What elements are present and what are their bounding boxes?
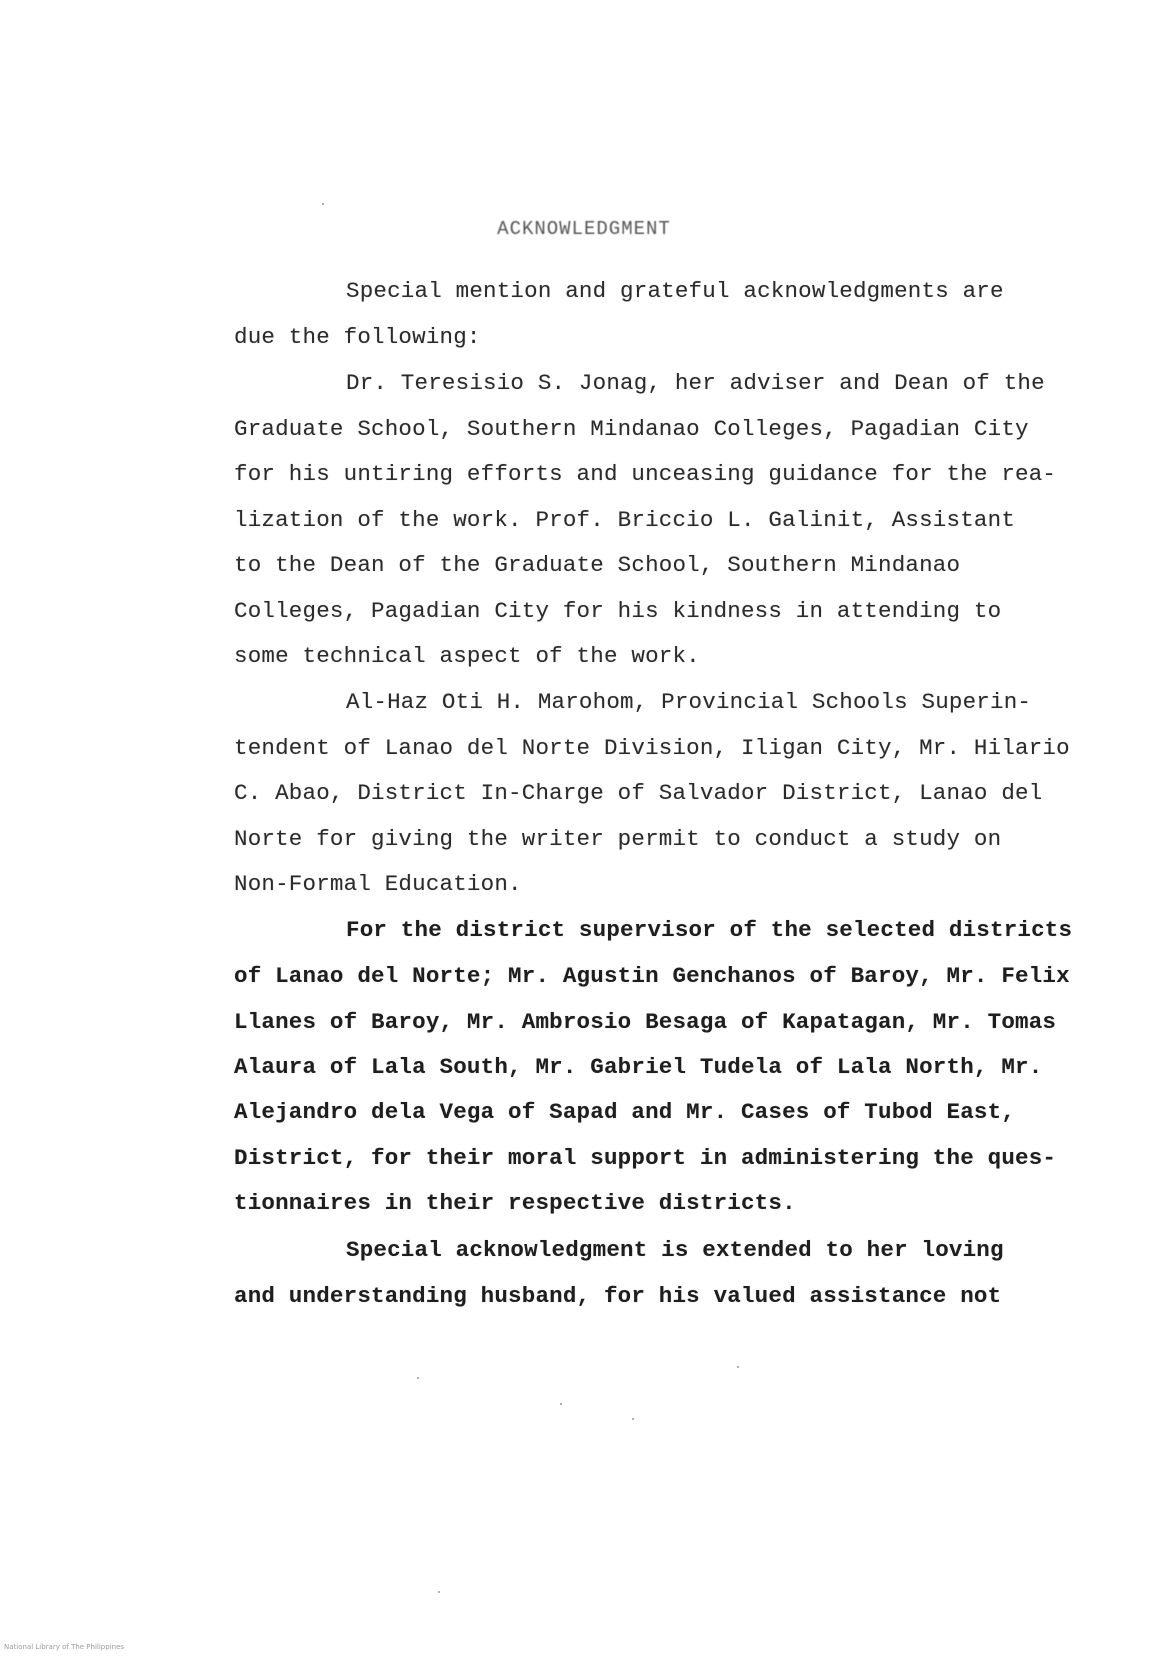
scan-speck [322, 203, 324, 205]
scan-speck [560, 1403, 562, 1405]
text-line: of Lanao del Norte; Mr. Agustin Genchanos of Baroy, Mr. Felix [234, 963, 1070, 989]
text-line: tionnaires in their respective districts. [234, 1190, 796, 1216]
scan-speck [737, 1366, 739, 1368]
text-line: for his untiring efforts and unceasing guidance for the rea- [234, 461, 1057, 487]
text-line: Graduate School, Southern Mindanao Colleges, Pagadian City [234, 416, 1029, 442]
scan-speck [417, 1377, 419, 1379]
text-line: tendent of Lanao del Norte Division, Iligan City, Mr. Hilario [234, 735, 1070, 761]
text-line: Special acknowledgment is extended to her loving [346, 1237, 1004, 1263]
text-line: Non-Formal Education. [234, 871, 522, 897]
text-line: Alaura of Lala South, Mr. Gabriel Tudela of Lala North, Mr. [234, 1054, 1043, 1080]
text-line: Al-Haz Oti H. Marohom, Provincial Schools Superin- [346, 689, 1032, 715]
text-line: District, for their moral support in administering the ques- [234, 1145, 1057, 1171]
text-line: due the following: [234, 324, 481, 350]
text-line: C. Abao, District In-Charge of Salvador District, Lanao del [234, 780, 1043, 806]
scan-footer: National Library of The Philippines [4, 1643, 125, 1651]
text-line: Dr. Teresisio S. Jonag, her adviser and Dean of the [346, 370, 1045, 396]
text-line: some technical aspect of the work. [234, 643, 700, 669]
text-line: Llanes of Baroy, Mr. Ambrosio Besaga of Kapatagan, Mr. Tomas [234, 1009, 1057, 1035]
scan-speck [632, 1418, 634, 1420]
text-line: For the district supervisor of the selected districts [346, 917, 1073, 943]
text-line: and understanding husband, for his valued assistance not [234, 1283, 1002, 1309]
text-line: Norte for giving the writer permit to conduct a study on [234, 826, 1002, 852]
text-line: Alejandro dela Vega of Sapad and Mr. Cases of Tubod East, [234, 1099, 1016, 1125]
text-line: lization of the work. Prof. Briccio L. Galinit, Assistant [234, 507, 1016, 533]
scan-speck [438, 1591, 440, 1593]
text-line: Colleges, Pagadian City for his kindness in attending to [234, 598, 1002, 624]
text-line: to the Dean of the Graduate School, Southern Mindanao [234, 552, 961, 578]
text-line: Special mention and grateful acknowledgments are [346, 278, 1004, 304]
page-title: ACKNOWLEDGMENT [497, 218, 671, 240]
